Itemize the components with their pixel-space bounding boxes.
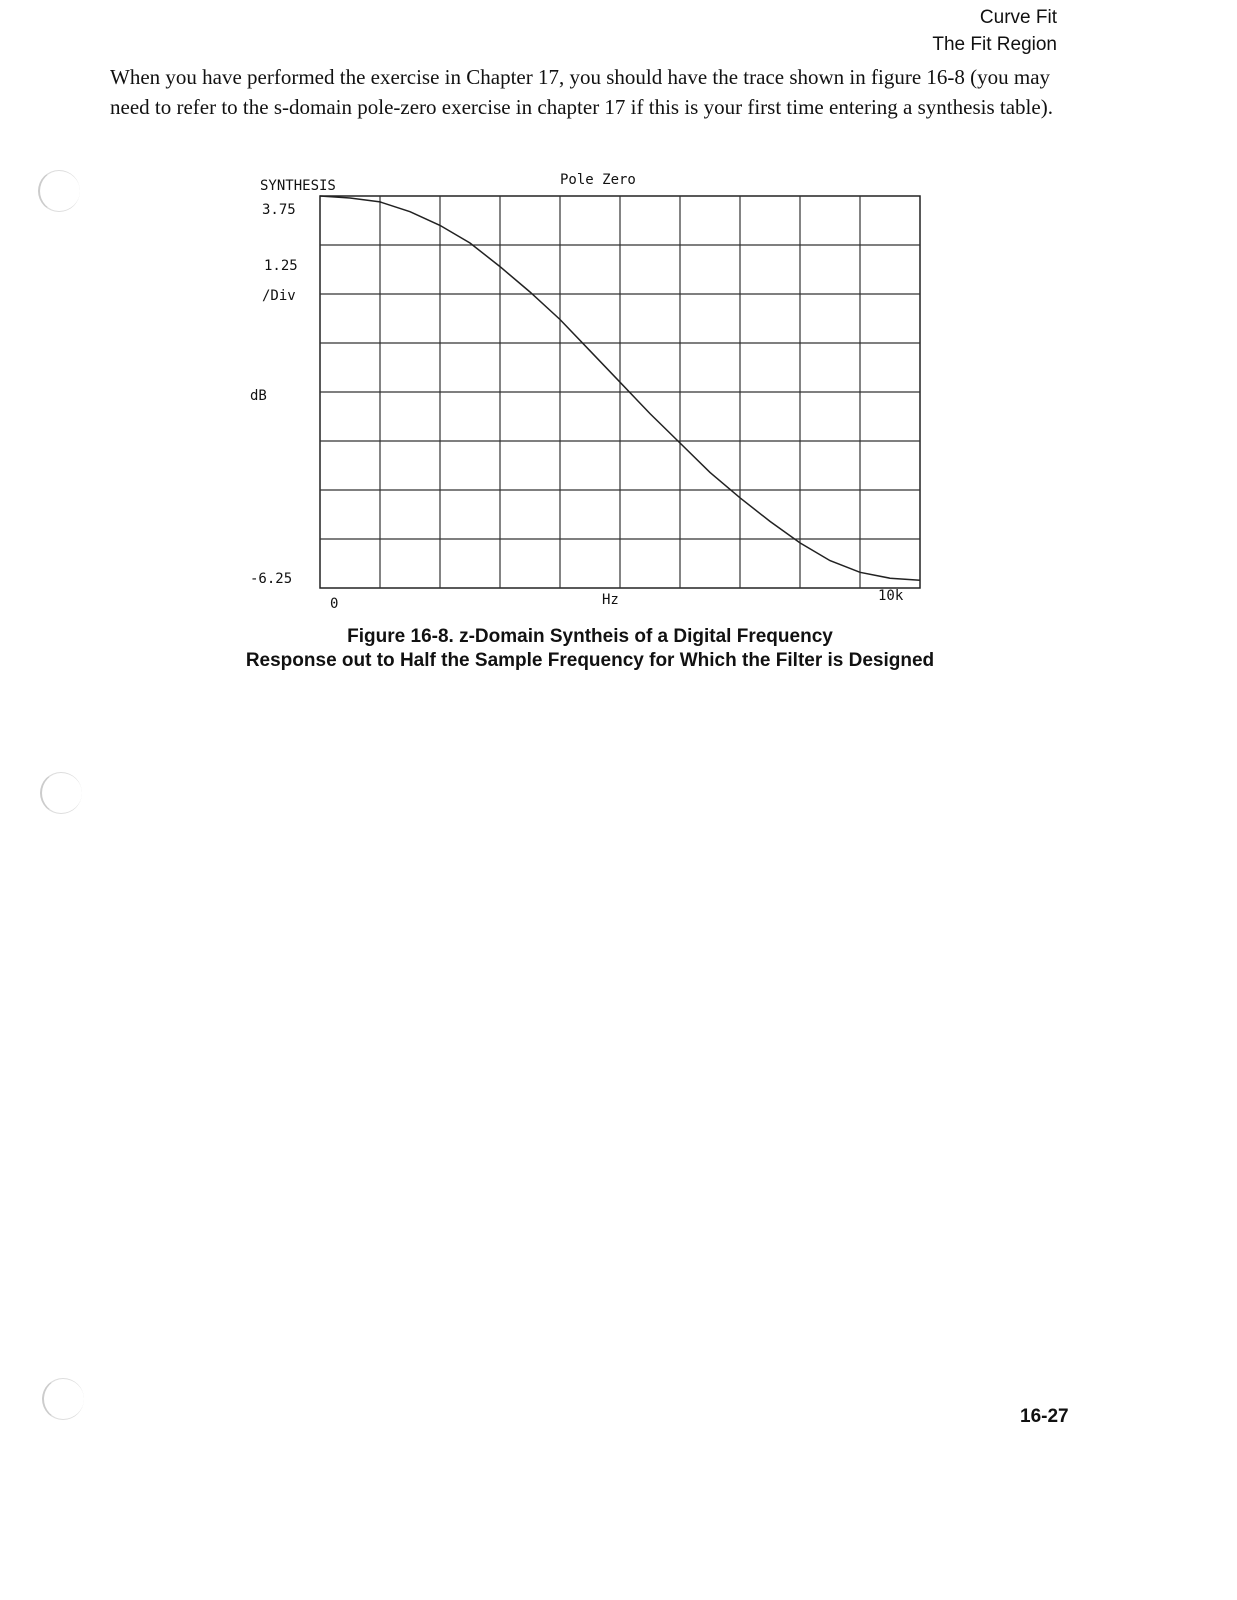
figure-caption (230, 625, 950, 673)
mode-label: SYNTHESIS (260, 178, 336, 194)
x-start-tick-label: 0 (330, 596, 339, 612)
body-paragraph: When you have performed the exercise in Chapter 17, you should have the trace shown in figure 16-8 (you may need to refer to the s-domain pole-zero exercise in chapter 17 if this is your first time entering a synthesis table). (110, 65, 1053, 119)
binder-hole (38, 170, 80, 212)
y-top-tick-label: 3.75 (262, 202, 296, 218)
plot-title: Pole Zero (560, 172, 636, 188)
y-scale-unit-label: /Div (262, 288, 296, 304)
binder-hole (42, 1378, 84, 1420)
caption-line-2: Response out to Half the Sample Frequency for Which the Filter is Designed (245, 650, 935, 671)
header-subsection: The Fit Region (932, 34, 1057, 55)
synthesis-plot (240, 168, 960, 618)
y-axis-label: dB (250, 388, 267, 404)
header-section: Curve Fit (979, 7, 1057, 28)
y-scale-label: 1.25 (264, 258, 298, 274)
y-bottom-tick-label: -6.25 (250, 571, 293, 587)
x-axis-label: Hz (602, 592, 619, 608)
body-text (110, 62, 1060, 122)
plot-canvas (240, 168, 960, 618)
plot-grid (320, 196, 920, 588)
x-end-tick-label: 10k (878, 588, 904, 604)
page-number: 16-27 (1020, 1406, 1069, 1427)
binder-hole (40, 772, 82, 814)
running-header (932, 4, 1057, 58)
caption-line-1: Figure 16-8. z-Domain Syntheis of a Digital Frequency (347, 626, 833, 647)
